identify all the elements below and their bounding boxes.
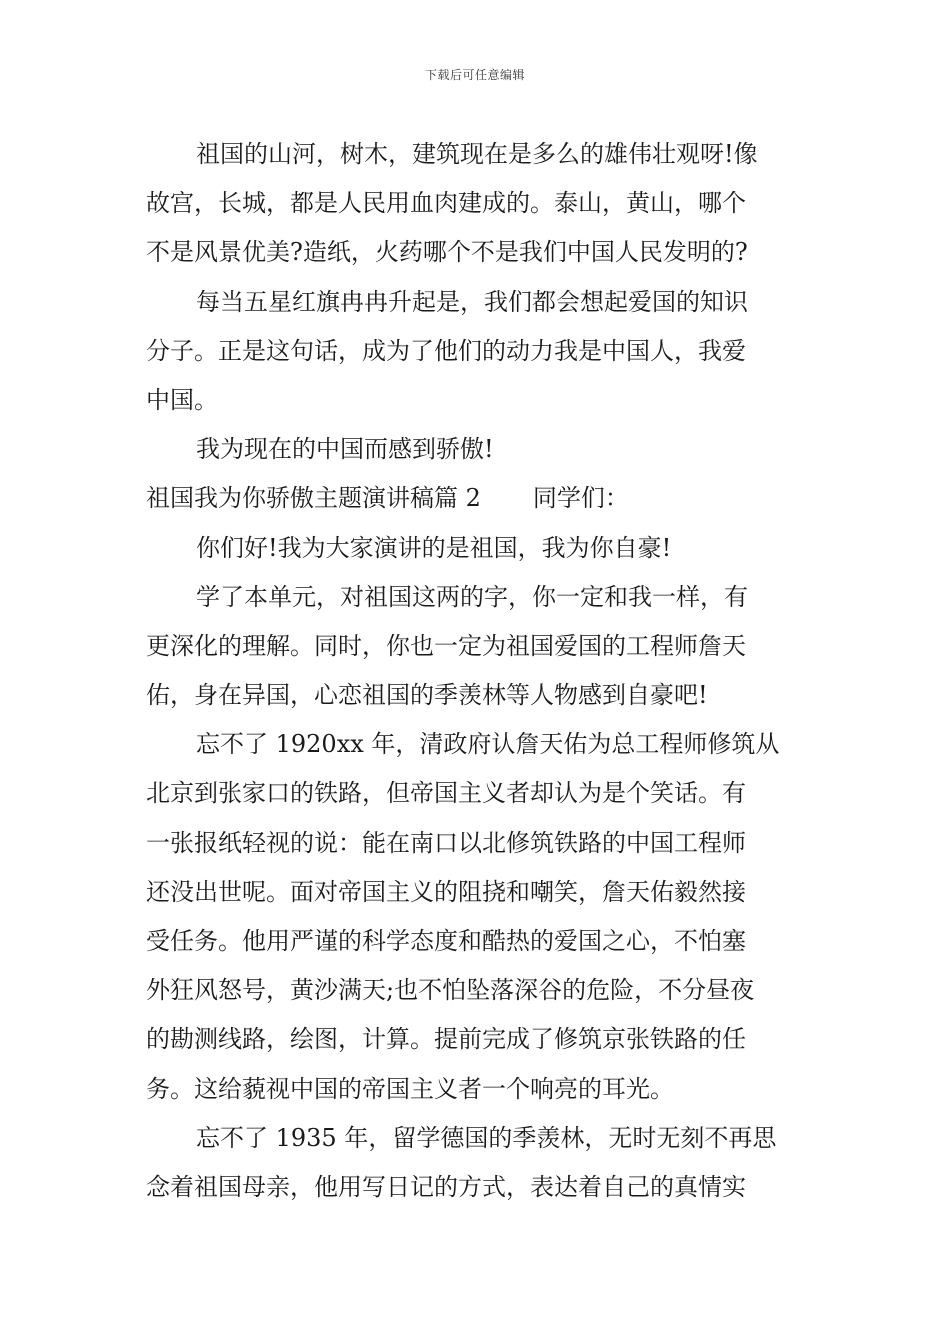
text-line: 中国。: [146, 385, 218, 414]
text-line: 务。这给藐视中国的帝国主义者一个响亮的耳光。: [146, 1074, 674, 1103]
text-line: 分子。正是这句话，成为了他们的动力我是中国人，我爱: [146, 336, 746, 365]
text-line: 更深化的理解。同时，你也一定为祖国爱国的工程师詹天: [146, 631, 746, 660]
text-line: 祖国的山河，树木，建筑现在是多么的雄伟壮观呀!像: [196, 140, 758, 168]
text-line: 每当五星红旗冉冉升起是，我们都会想起爱国的知识: [196, 287, 748, 316]
text-line: 一张报纸轻视的说：能在南口以北修筑铁路的中国工程师: [146, 828, 746, 857]
text-line: 学了本单元，对祖国这两的字，你一定和我一样，有: [196, 582, 748, 611]
text-line: 受任务。他用严谨的科学态度和酷热的爱国之心，不怕塞: [146, 927, 746, 955]
section-title: 祖国我为你骄傲主题演讲稿篇 2: [146, 484, 481, 513]
text-line: 念着祖国母亲，他用写日记的方式，表达着自己的真情实: [146, 1172, 746, 1201]
text-line: 我为现在的中国而感到骄傲!: [196, 435, 494, 464]
text-line: 你们好!我为大家演讲的是祖国，我为你自豪!: [196, 533, 672, 562]
text-line: 不是风景优美?造纸，火药哪个不是我们中国人民发明的?: [146, 238, 748, 267]
document-body: [146, 130, 810, 1212]
text-line: 忘不了 1935 年，留学德国的季羡林，无时无刻不再思: [196, 1123, 777, 1152]
text-line: 故宫，长城，都是人民用血肉建成的。泰山，黄山，哪个: [146, 189, 746, 218]
section-heading-line: [146, 474, 810, 523]
salutation: 同学们：: [532, 484, 629, 513]
text-line: 忘不了 1920xx 年，清政府认詹天佑为总工程师修筑从: [196, 730, 780, 759]
text-line: 还没出世呢。面对帝国主义的阻挠和嘲笑，詹天佑毅然接: [146, 877, 746, 906]
text-line: 佑，身在异国，心恋祖国的季羡林等人物感到自豪吧!: [146, 681, 708, 710]
text-line: 的勘测线路，绘图，计算。提前完成了修筑京张铁路的任: [146, 1025, 746, 1054]
text-line: 外狂风怒号，黄沙满天;也不怕坠落深谷的危险，不分昼夜: [146, 976, 755, 1005]
text-line: 北京到张家口的铁路，但帝国主义者却认为是个笑话。有: [146, 779, 746, 808]
page-header: 下载后可任意编辑: [424, 68, 525, 82]
